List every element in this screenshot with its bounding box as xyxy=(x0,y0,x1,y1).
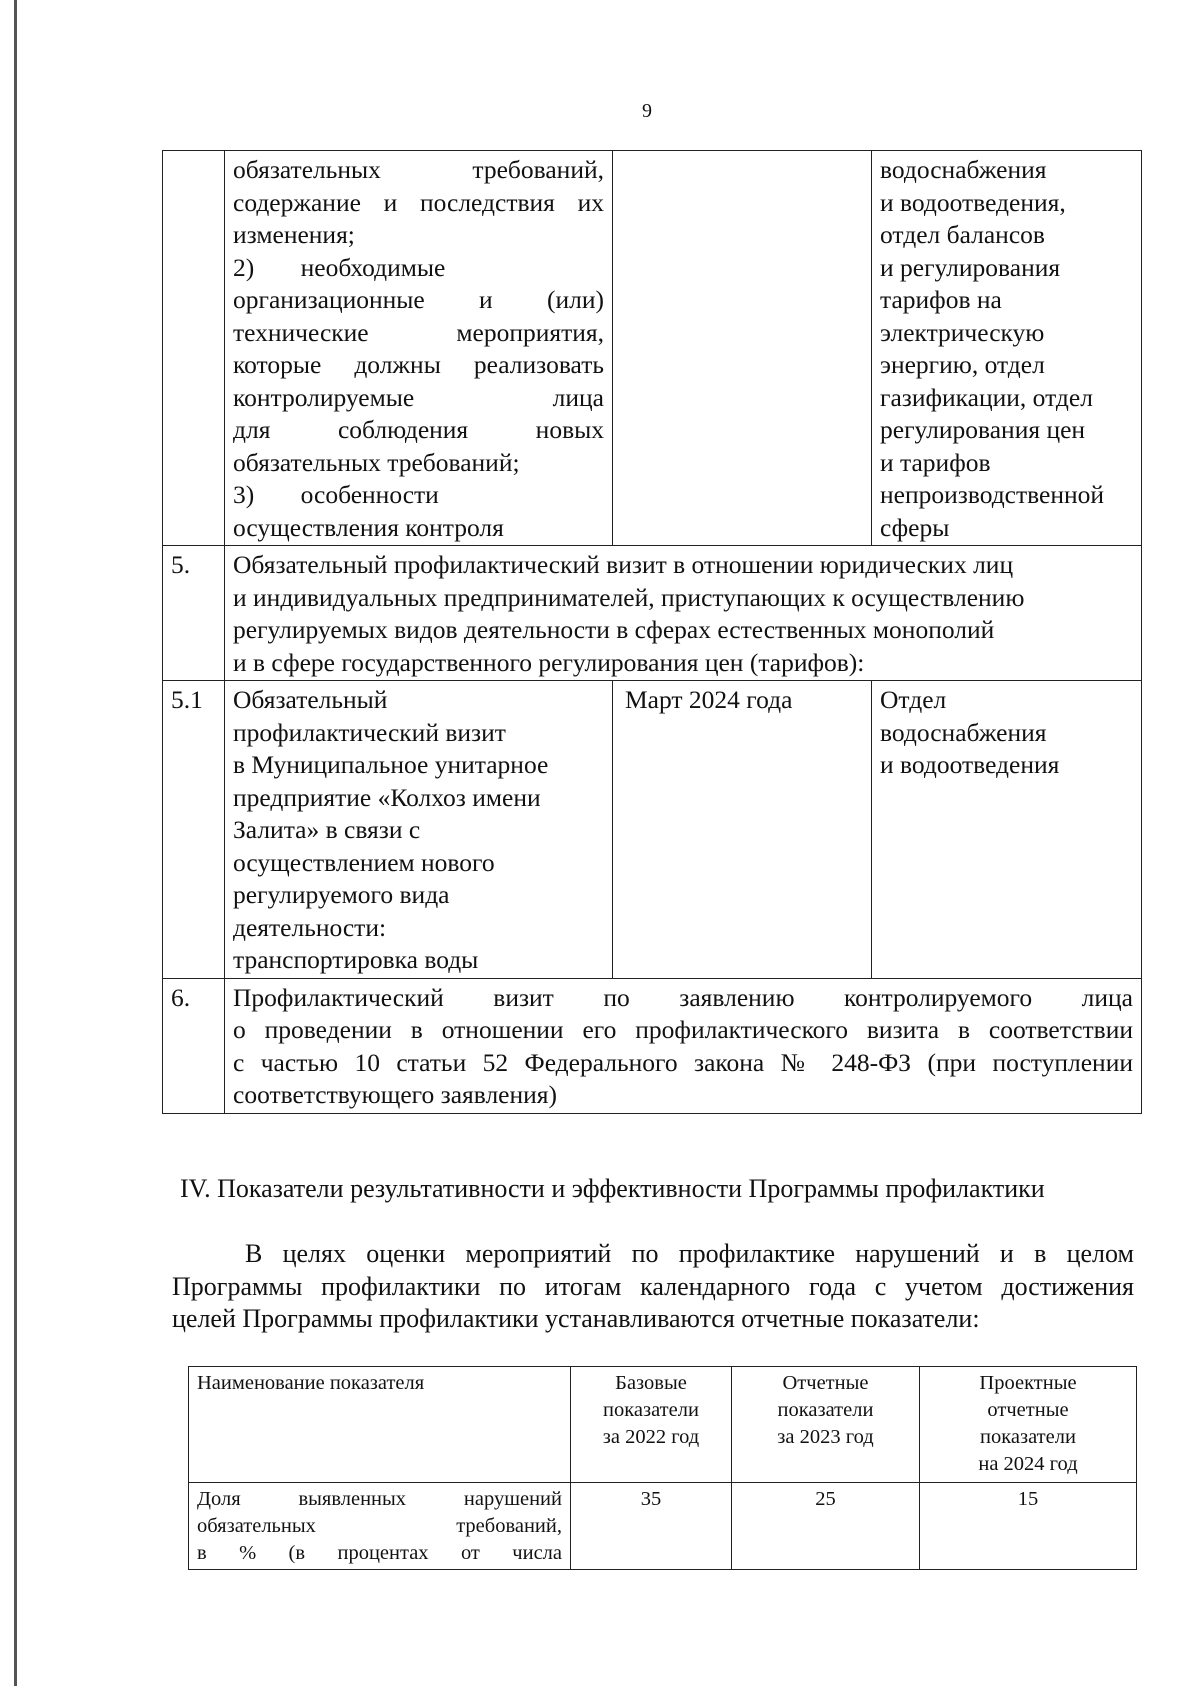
text-line: за 2022 год xyxy=(602,1426,700,1448)
table-row xyxy=(163,546,1142,681)
row-number: 5.1 xyxy=(163,681,225,979)
text-line: обязательных требований, xyxy=(233,155,604,184)
text-line: Отчетные xyxy=(782,1372,869,1394)
text-line: технические мероприятия, xyxy=(233,317,604,347)
header-projected-values xyxy=(920,1367,1137,1483)
text-line: В целях оценки мероприятий по профилактике нарушений и в целом xyxy=(245,1239,1134,1268)
text-line: Отдел xyxy=(880,685,947,714)
text-line: на 2024 год xyxy=(978,1453,1078,1475)
text-line: предприятие «Колхоз имени xyxy=(233,782,541,812)
section-title: IV. Показатели результативности и эффективности Программы профилактики xyxy=(180,1174,1045,1203)
text-line: изменения; xyxy=(233,220,355,249)
text-line: в Муниципальное унитарное xyxy=(233,750,549,779)
text-line: и индивидуальных предпринимателей, приступающих к осуществлению xyxy=(233,582,1025,612)
text-line: Обязательный профилактический визит в отношении юридических лиц xyxy=(233,550,1014,579)
text-line: Профилактический визит по заявлению контролируемого лица xyxy=(233,982,1133,1012)
projected-value-cell: 15 xyxy=(920,1483,1137,1570)
text-line: 2) необходимые xyxy=(233,252,446,282)
text-line: и регулирования xyxy=(880,252,1061,282)
text-line: о проведении в отношении его профилактического визита в соответствии xyxy=(233,1015,1133,1044)
text-line: непроизводственной xyxy=(880,480,1105,509)
text-line: Программы профилактики по итогам календарного года с учетом достижения xyxy=(172,1271,1134,1301)
measure-cell xyxy=(225,151,613,546)
text-line: и тарифов xyxy=(880,447,991,477)
text-line: осуществления контроля xyxy=(233,512,504,542)
text-line: обязательных требований, xyxy=(197,1515,562,1537)
row-number: 6. xyxy=(163,978,225,1113)
text-line: осуществлением нового xyxy=(233,847,495,877)
text-line: Доля выявленных нарушений xyxy=(197,1488,562,1510)
plan-table xyxy=(162,150,1142,1114)
text-line: профилактический визит xyxy=(233,717,506,747)
text-line: газификации, отдел xyxy=(880,382,1093,412)
text-line: содержание и последствия их xyxy=(233,187,604,217)
text-line: транспортировка воды xyxy=(233,945,479,974)
text-line: Проектные xyxy=(979,1372,1077,1394)
row-number xyxy=(163,151,225,546)
text-line: деятельности: xyxy=(233,912,387,942)
term-cell: Март 2024 года xyxy=(613,681,872,979)
term-cell xyxy=(613,151,872,546)
text-line: организационные и (или) xyxy=(233,285,604,314)
text-line: показатели xyxy=(777,1399,874,1421)
text-line: целей Программы профилактики устанавливаются отчетные показатели: xyxy=(172,1304,980,1333)
table-header-row xyxy=(189,1367,1137,1483)
text-line: и водоотведения, xyxy=(880,187,1066,217)
text-line: обязательных требований; xyxy=(233,447,520,477)
text-line: водоснабжения xyxy=(880,717,1047,747)
text-line: которые должны реализовать xyxy=(233,350,604,379)
indicators-table xyxy=(188,1366,1137,1570)
text-line: регулирования цен xyxy=(880,415,1086,444)
row-number: 5. xyxy=(163,546,225,681)
text-line: показатели xyxy=(980,1426,1076,1448)
text-line: в % (в процентах от числа xyxy=(197,1542,562,1564)
text-line: регулируемых видов деятельности в сферах естественных монополий xyxy=(233,615,995,644)
text-line: тарифов на xyxy=(880,285,1002,314)
responsible-cell xyxy=(872,151,1142,546)
text-line: водоснабжения xyxy=(880,155,1047,184)
text-line: Базовые xyxy=(615,1372,687,1394)
text-line: и водоотведения xyxy=(880,750,1060,779)
text-line: соответствующего заявления) xyxy=(233,1080,558,1109)
text-line: 3) особенности xyxy=(233,480,439,509)
text-line: с частью 10 статьи 52 Федерального закона № 248-ФЗ (при поступлении xyxy=(233,1047,1133,1077)
base-value-cell: 35 xyxy=(571,1483,732,1570)
text-line: регулируемого вида xyxy=(233,880,450,909)
text-line: показатели xyxy=(603,1399,699,1421)
table-row xyxy=(189,1483,1137,1570)
table-row xyxy=(163,151,1142,546)
text-line: контролируемые лица xyxy=(233,382,604,412)
text-line: сферы xyxy=(880,512,950,542)
text-line: отдел балансов xyxy=(880,220,1045,249)
text-line: Залита» в связи с xyxy=(233,815,421,844)
header-base-values xyxy=(571,1367,732,1483)
page-number: 9 xyxy=(642,100,652,122)
page-edge-line xyxy=(14,0,17,1686)
header-indicator-name: Наименование показателя xyxy=(189,1367,571,1483)
reported-value-cell: 25 xyxy=(732,1483,920,1570)
text-line: для соблюдения новых xyxy=(233,415,604,444)
measure-cell xyxy=(225,681,613,979)
indicator-name-cell xyxy=(189,1483,571,1570)
table-row xyxy=(163,978,1142,1113)
responsible-cell xyxy=(872,681,1142,979)
header-reported-values xyxy=(732,1367,920,1483)
merged-text-cell xyxy=(225,978,1142,1113)
text-line: и в сфере государственного регулирования цен (тарифов): xyxy=(233,647,865,677)
text-line: отчетные xyxy=(987,1399,1069,1421)
text-line: электрическую xyxy=(880,317,1045,347)
table-row xyxy=(163,681,1142,979)
merged-text-cell xyxy=(225,546,1142,681)
text-line: энергию, отдел xyxy=(880,350,1045,379)
text-line: за 2023 год xyxy=(777,1426,874,1448)
text-line: Обязательный xyxy=(233,685,388,714)
body-paragraph xyxy=(172,1238,1134,1336)
